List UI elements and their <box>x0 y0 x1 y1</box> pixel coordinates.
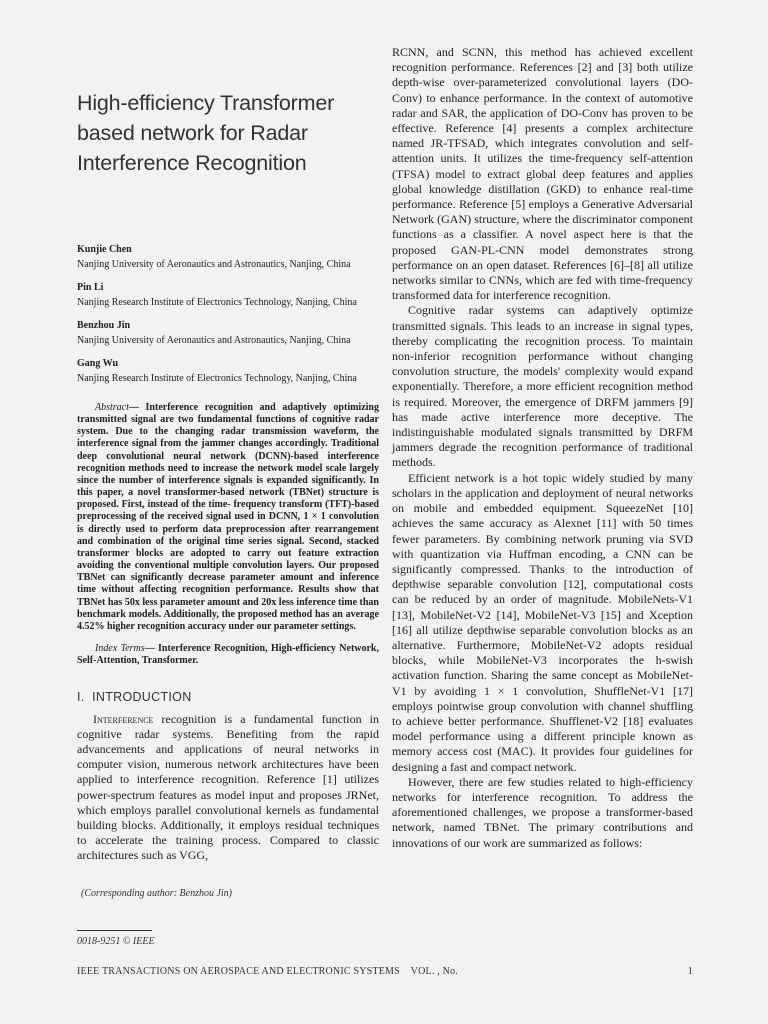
author-name: Benzhou Jin <box>77 320 131 331</box>
issn-copyright: 0018-9251 © IEEE <box>77 936 155 947</box>
author-block <box>77 280 379 310</box>
author-affiliation: Nanjing University of Aeronautics and Astronautics, Nanjing, China <box>77 259 351 270</box>
author-name: Pin Li <box>77 282 104 293</box>
section-title: INTRODUCTION <box>92 689 192 704</box>
index-terms-lead: Index Terms <box>95 642 145 654</box>
corresponding-author-note: (Corresponding author: Benzhou Jin) <box>81 888 233 899</box>
author-block <box>77 318 379 348</box>
intro-paragraph <box>77 712 379 864</box>
body-paragraph: Cognitive radar systems can adaptively optimize transmitted signals. This leads to an increase in signal types, thereby complicating the recognition process. To maintain non-inferior recognition performance without changing convolution structure, the models' complexity would expand exponentially. Therefore, a more efficient recognition method is required. Moreover, the emergence of DRFM jammers [9] has made active interference more deceptive. The indistinguishable modulated signals transmitted by DRFM jammers degrade the recognition performance of traditional methods. <box>392 303 693 470</box>
author-block <box>77 242 379 272</box>
author-affiliation: Nanjing Research Institute of Electronics Technology, Nanjing, China <box>77 297 357 308</box>
body-paragraph: RCNN, and SCNN, this method has achieved excellent recognition performance. References [2] and [3] both utilize depth-wise over-parameterized convolutional layers (DO-Conv) to enhance performance. In the context of automotive radar and SAR, the application of DO-Conv has proven to be effective. Reference [4] presents a complex architecture named JR-TFSAD, which integrates convolution and self-attention units. It utilizes the time-frequency self-attention (TFSA) model to extract global deep features and applies global knowledge distillation (GKD) to enhance real-time performance. Reference [5] employs a Generative Adversarial Network (GAN) structure, where the discriminator component functions as a classifier. A novel aspect here is that the proposed GAN-PL-CNN model demonstrates strong performance on an open dataset. References [6]–[8] all utilize networks similar to CNNs, which are fed with time-frequency transformed data for interference recognition. <box>392 45 693 303</box>
author-list <box>77 242 379 386</box>
body-paragraph: Efficient network is a hot topic widely studied by many scholars in the application and deployment of neural networks on mobile and embedded equipment. SqueezeNet [10] achieves the same accuracy as Alexnet [11] with 50 times fewer parameters. By combining network pruning via SVD with quantization via Huffman encoding, a CNN can be significantly compressed. Thanks to the introduction of depthwise separable convolution [12], computational costs can be reduced by an order of magnitude. MobileNets-V1 [13], MobileNet-V2 [14], MobileNet-V3 [15] and Xception [16] all utilize depthwise separable convolution blocks as an alternative. Furthermore, MobileNet-V2 adopts residual blocks, while MobileNet-V3 incorporates the h-swish activation function. Sharing the same concept as MobileNet-V1 by avoiding 1 × 1 convolution, ShuffleNet-V1 [17] employs pointwise group convolution with channel shuffling to achieve better performance. Shufflenet-V2 [18] evaluates model performance using a different principle known as memory access cost (MAC). It provides four guidelines for designing a fast and compact network. <box>392 470 693 774</box>
intro-text: recognition is a fundamental function in cognitive radar systems. Benefiting from the rapid advancements and applications of neural networks in computer vision, numerous network architectures have been applied to interference recognition. Reference [1] utilizes power-spectrum features as model input and proposes JRNet, which employs parallel convolutional kernels as fundamental building blocks. Additionally, it employs residual techniques to accelerate the training process. Compared to classic architectures such as VGG, <box>77 711 379 863</box>
author-name: Gang Wu <box>77 358 119 369</box>
volume-number: VOL. , No. <box>410 966 458 977</box>
author-affiliation: Nanjing University of Aeronautics and Astronautics, Nanjing, China <box>77 335 351 346</box>
page-number: 1 <box>687 966 693 977</box>
abstract-lead: Abstract <box>95 402 129 413</box>
page-footer <box>77 966 693 977</box>
index-terms-text: — Interference Recognition, High-efficiency Network, Self-Attention, Transformer. <box>77 642 379 667</box>
abstract <box>77 402 379 633</box>
author-affiliation: Nanjing Research Institute of Electronics Technology, Nanjing, China <box>77 373 357 384</box>
journal-name: IEEE TRANSACTIONS ON AEROSPACE AND ELECTRONIC SYSTEMS <box>77 966 400 977</box>
footnote-rule <box>77 930 152 931</box>
left-column <box>77 88 379 864</box>
paper-title: High-efficiency Transformer based network for Radar Interference Recognition <box>77 91 335 175</box>
right-column <box>392 45 693 851</box>
abstract-text: — Interference recognition and adaptively optimizing transmitted signal are two fundamental functions of cognitive radar system. Due to the changing radar transmission waveform, the interference signal from the jammer changes accordingly. Traditional deep convolutional neural network (DCNN)-based interference recognition methods need to increase the network model scale largely since the number of interference signals is expanded significantly. In this paper, a novel transformer-based network (TBNet) structure is proposed. First, instead of the time- frequency transform (TFT)-based preprocessing of the received signal used in DCNN, 1 × 1 convolution is directly used to perform data preprocession after rearrangement and combination of the original time series signal. Second, stacked transformer blocks are adopted to carry out feature extraction avoiding the conventional multiple convolution layers. Our proposed TBNet can significantly decrease parameter amount and inference time without affecting recognition performance. Results show that TBNet has 50x less parameter amount and 20x less inference time than benchmark models. Additionally, the proposed method has an average 4.52% higher recognition accuracy under our parameter settings. <box>77 402 379 632</box>
section-heading <box>77 690 379 704</box>
body-paragraph: However, there are few studies related to high-efficiency networks for interference recognition. To address the aforementioned challenges, we propose a transformer-based network, named TBNet. The primary contributions and innovations of our work are summarized as follows: <box>392 774 693 850</box>
section-number: I. <box>77 689 85 704</box>
index-terms <box>77 643 379 668</box>
intro-first-word: Interference <box>93 711 154 726</box>
author-block <box>77 356 379 386</box>
author-name: Kunjie Chen <box>77 244 132 255</box>
